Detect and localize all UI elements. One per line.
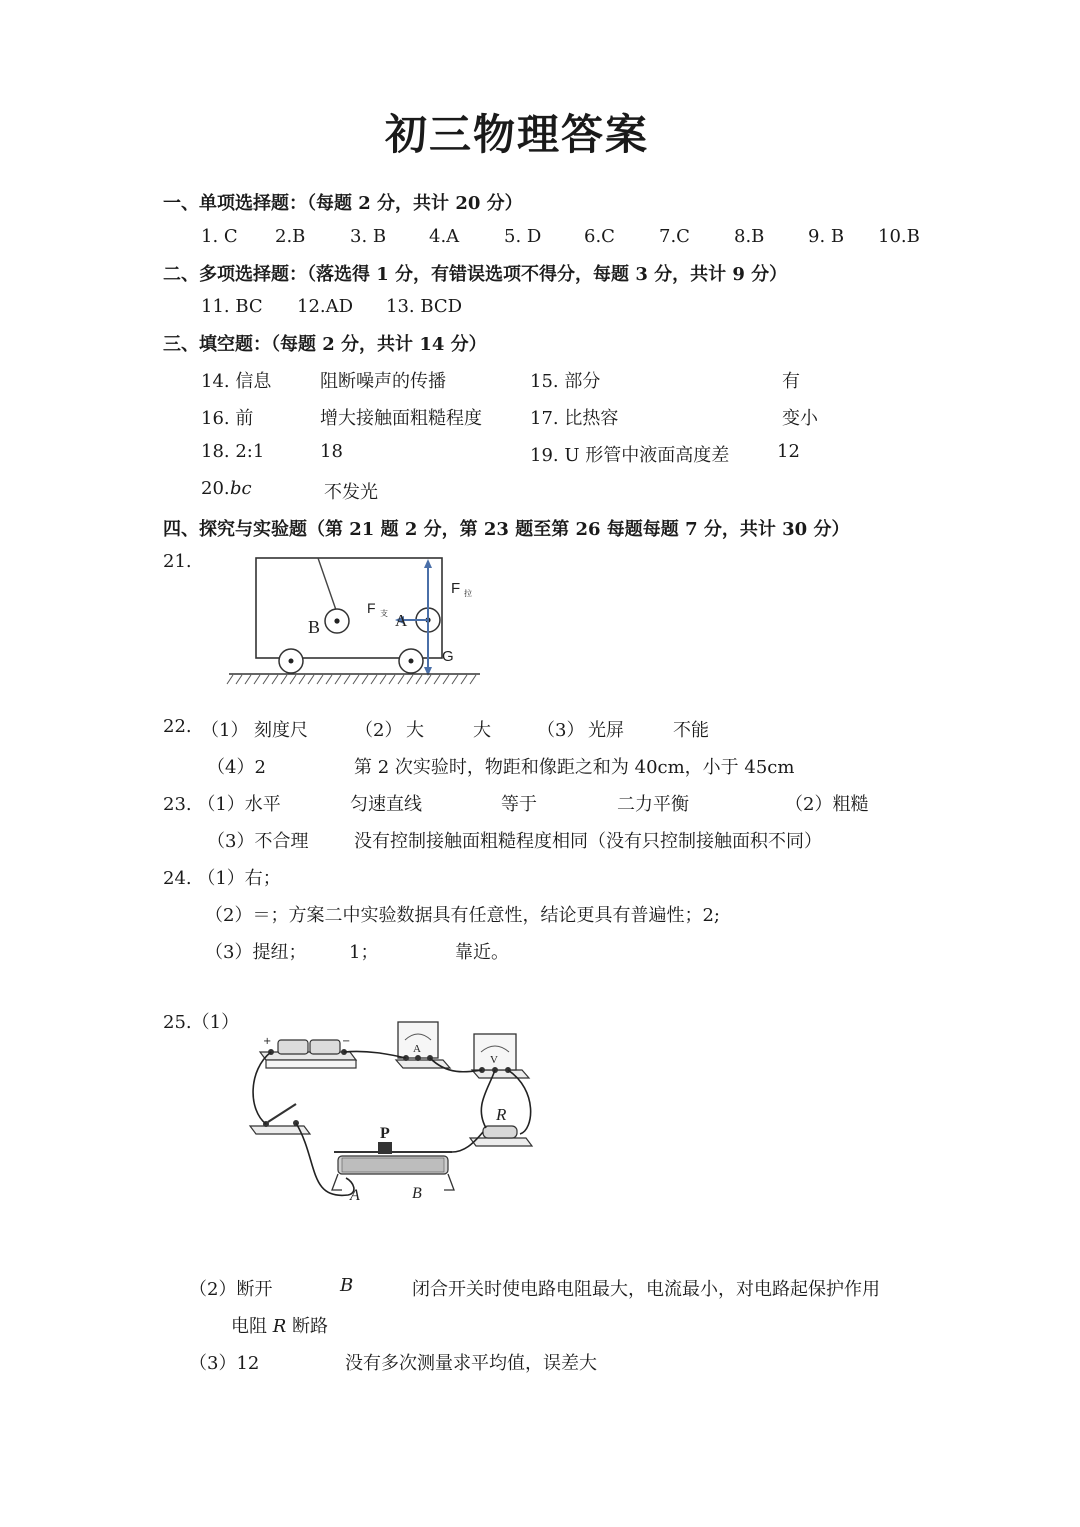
q24-part3-c: 靠近。: [455, 942, 509, 963]
q22-part3-answer-b: 不能: [673, 720, 709, 741]
q22-part4-reason: 第 2 次实验时，物距和像距之和为 40cm，小于 45cm: [354, 757, 795, 778]
answer-13: 13. BCD: [386, 296, 463, 317]
answer-20-b: 不发光: [324, 482, 378, 503]
battery-minus-label: −: [342, 1036, 351, 1047]
answer-17-a: 17. 比热容: [530, 408, 619, 429]
switch: [250, 1104, 310, 1134]
q23-part3-answer: （3）不合理: [207, 831, 309, 852]
answer-12: 12.AD: [297, 296, 354, 317]
answer-9: 9. B: [808, 226, 845, 247]
q22-part2-label: （2）: [355, 720, 403, 741]
q22-part1-answer: 刻度尺: [254, 720, 308, 741]
q24-part3-b: 1；: [349, 942, 379, 963]
label-b: B: [308, 617, 321, 637]
resistor-label: R: [496, 1105, 507, 1124]
answer-15-a: 15. 部分: [530, 371, 601, 392]
q22-number: 22.: [163, 716, 192, 737]
resistor-r: [470, 1105, 532, 1146]
answer-16-a: 16. 前: [201, 408, 254, 429]
page-title: 初三物理答案: [384, 110, 649, 159]
q25-part2-terminal: B: [340, 1275, 354, 1296]
answer-19-b: 12: [777, 441, 800, 462]
section-3-heading: 三、填空题：（每题 2 分，共计 14 分）: [163, 334, 487, 355]
label-f-support: F: [367, 600, 376, 616]
voltmeter: [472, 1034, 529, 1078]
answer-18-a: 18. 2:1: [201, 441, 265, 462]
answer-17-b: 变小: [782, 408, 818, 429]
label-f-pull-sub: 拉: [464, 589, 472, 598]
q23-part2-answer: （2）粗糙: [785, 794, 869, 815]
ammeter-label: A: [413, 1043, 421, 1055]
pendulum-string: [318, 558, 336, 610]
q21-number: 21.: [163, 551, 192, 572]
circuit-diagram: [238, 1010, 538, 1210]
answer-1: 1. C: [201, 226, 238, 247]
q23-part3-reason: 没有控制接触面粗糙程度相同（没有只控制接触面积不同）: [354, 831, 822, 852]
answer-20-num: 20.: [201, 478, 230, 499]
answer-3: 3. B: [350, 226, 387, 247]
label-a: A: [395, 611, 408, 630]
answer-8: 8.B: [734, 226, 765, 247]
label-g: G: [442, 648, 454, 665]
cart-body: [256, 558, 442, 658]
answer-6: 6.C: [584, 226, 615, 247]
q25-number: 25.（1）: [163, 1012, 240, 1033]
answer-14-b: 阻断噪声的传播: [320, 371, 446, 392]
answer-16-b: 增大接触面粗糙程度: [320, 408, 482, 429]
q24-part3-a: （3）提纽；: [205, 942, 307, 963]
q23-answer-d: 二力平衡: [617, 794, 689, 815]
section-4-heading: 四、探究与实验题（第 21 题 2 分，第 23 题至第 26 每题每题 7 分，共计 30 分）: [163, 519, 850, 540]
section-2-heading: 二、多项选择题：（落选得 1 分，有错误选项不得分，每题 3 分，共计 9 分）: [163, 264, 788, 285]
answer-11: 11. BC: [201, 296, 263, 317]
slider-p-label: P: [380, 1125, 390, 1142]
answer-15-b: 有: [782, 371, 800, 392]
answer-20-a: bc: [230, 478, 252, 499]
battery-plus-label: +: [263, 1036, 272, 1047]
rheostat: [332, 1125, 454, 1204]
answer-14-a: 14. 信息: [201, 371, 272, 392]
cart-force-diagram: [225, 548, 485, 690]
answer-2: 2.B: [275, 226, 306, 247]
q25-part3-reason: 没有多次测量求平均值，误差大: [345, 1353, 597, 1374]
battery-holder: [260, 1036, 356, 1068]
q22-part2-answer-b: 大: [473, 720, 491, 741]
q25-part3-answer: （3）12: [189, 1353, 260, 1374]
answer-10: 10.B: [878, 226, 920, 247]
q24-part1: 24. （1）右；: [163, 868, 281, 889]
q25-part2-answer: （2）断开: [189, 1279, 273, 1300]
q25-part2-fault: 电阻 R 断路: [231, 1316, 329, 1337]
q22-part3-answer-a: 光屏: [588, 720, 624, 741]
label-f-support-sub: 支: [380, 609, 388, 618]
q22-part1-label: （1）: [201, 720, 249, 741]
q23-answer-b: 匀速直线: [350, 794, 422, 815]
answer-5: 5. D: [504, 226, 542, 247]
answer-7: 7.C: [659, 226, 690, 247]
label-f-pull: F: [451, 580, 461, 597]
q22-part4-answer: （4）2: [207, 757, 266, 778]
q22-part3-label: （3）: [537, 720, 585, 741]
terminal-b-label: B: [412, 1185, 422, 1202]
ammeter: [396, 1022, 450, 1068]
voltmeter-label: V: [490, 1054, 498, 1066]
terminal-a-label: A: [350, 1187, 360, 1204]
q23-part1-answer: 23. （1）水平: [163, 794, 281, 815]
q22-part2-answer-a: 大: [406, 720, 424, 741]
section-1-heading: 一、单项选择题：（每题 2 分，共计 20 分）: [163, 193, 523, 214]
answer-4: 4.A: [429, 226, 460, 247]
answer-18-b: 18: [320, 441, 343, 462]
answer-19-a: 19. U 形管中液面高度差: [530, 445, 730, 466]
q25-part2-reason: 闭合开关时使电路电阻最大，电流最小，对电路起保护作用: [412, 1279, 880, 1300]
q24-part2: （2）＝；方案二中实验数据具有任意性，结论更具有普遍性；2;: [205, 905, 720, 926]
q23-answer-c: 等于: [501, 794, 537, 815]
